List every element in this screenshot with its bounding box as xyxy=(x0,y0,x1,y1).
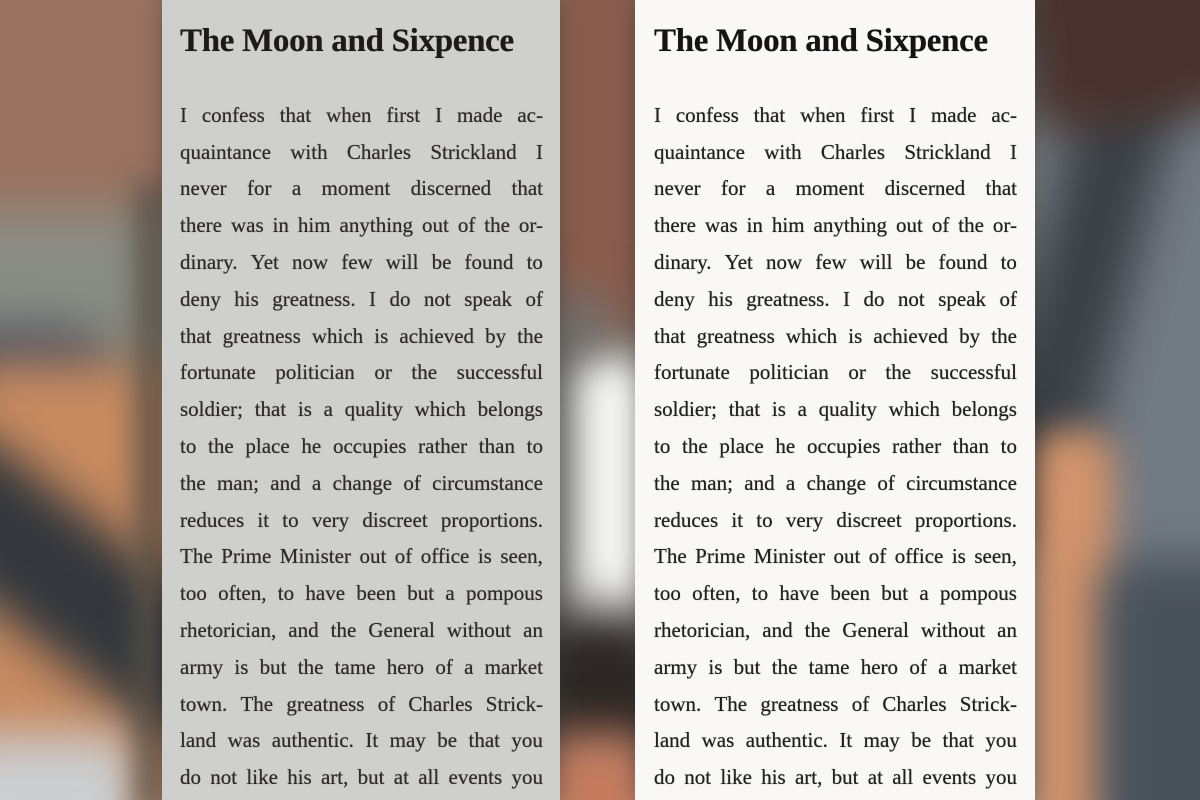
text-line: reduces it to very discreet proportions. xyxy=(654,507,1017,532)
text-line: that greatness which is achieved by the xyxy=(180,323,543,348)
text-line: to the place he occupies rather than to xyxy=(180,434,543,459)
text-line: army is but the tame hero of a market xyxy=(654,654,1017,679)
text-line: quaintance with Charles Strickland I xyxy=(654,139,1017,164)
text-line: dinary. Yet now few will be found to xyxy=(654,250,1017,275)
background-blob xyxy=(1100,560,1200,800)
text-line: town. The greatness of Charles Strick- xyxy=(654,691,1017,716)
text-line: soldier; that is a quality which belongs xyxy=(180,397,543,422)
page-text xyxy=(654,97,1017,796)
text-line: army is but the tame hero of a market xyxy=(180,654,543,679)
text-line: the man; and a change of circumstance xyxy=(180,470,543,495)
background-blob xyxy=(0,735,140,800)
text-line: dinary. Yet now few will be found to xyxy=(180,250,543,275)
book-title: The Moon and Sixpence xyxy=(654,23,988,59)
text-line: quaintance with Charles Strickland I xyxy=(180,139,543,164)
text-line: that greatness which is achieved by the xyxy=(654,323,1017,348)
text-line: too often, to have been but a pompous xyxy=(180,581,543,606)
text-line: rhetorician, and the General without an xyxy=(654,618,1017,643)
left-page-panel xyxy=(162,0,560,800)
text-line: to the place he occupies rather than to xyxy=(654,434,1017,459)
text-line: I confess that when first I made ac- xyxy=(180,102,543,127)
text-line: never for a moment discerned that xyxy=(180,176,543,201)
text-line: soldier; that is a quality which belongs xyxy=(654,397,1017,422)
text-line: there was in him anything out of the or- xyxy=(654,213,1017,238)
text-line: deny his greatness. I do not speak of xyxy=(654,286,1017,311)
text-line: land was authentic. It may be that you xyxy=(654,728,1017,753)
text-line: fortunate politician or the successful xyxy=(654,360,1017,385)
text-line: rhetorician, and the General without an xyxy=(180,618,543,643)
text-line: the man; and a change of circumstance xyxy=(654,470,1017,495)
right-page-panel xyxy=(635,0,1035,800)
book-title: The Moon and Sixpence xyxy=(180,23,514,59)
text-line: I confess that when first I made ac- xyxy=(654,102,1017,127)
text-line: The Prime Minister out of office is seen, xyxy=(180,544,543,569)
text-line: The Prime Minister out of office is seen, xyxy=(654,544,1017,569)
text-line: do not like his art, but at all events you xyxy=(654,765,1017,790)
text-line: reduces it to very discreet proportions. xyxy=(180,507,543,532)
page-text xyxy=(180,97,543,796)
text-line: do not like his art, but at all events you xyxy=(180,765,543,790)
text-line: deny his greatness. I do not speak of xyxy=(180,286,543,311)
text-line: never for a moment discerned that xyxy=(654,176,1017,201)
text-line: too often, to have been but a pompous xyxy=(654,581,1017,606)
background-blob-device-edge xyxy=(136,180,162,800)
text-line: there was in him anything out of the or- xyxy=(180,213,543,238)
text-line: fortunate politician or the successful xyxy=(180,360,543,385)
text-line: land was authentic. It may be that you xyxy=(180,728,543,753)
text-line: town. The greatness of Charles Strick- xyxy=(180,691,543,716)
